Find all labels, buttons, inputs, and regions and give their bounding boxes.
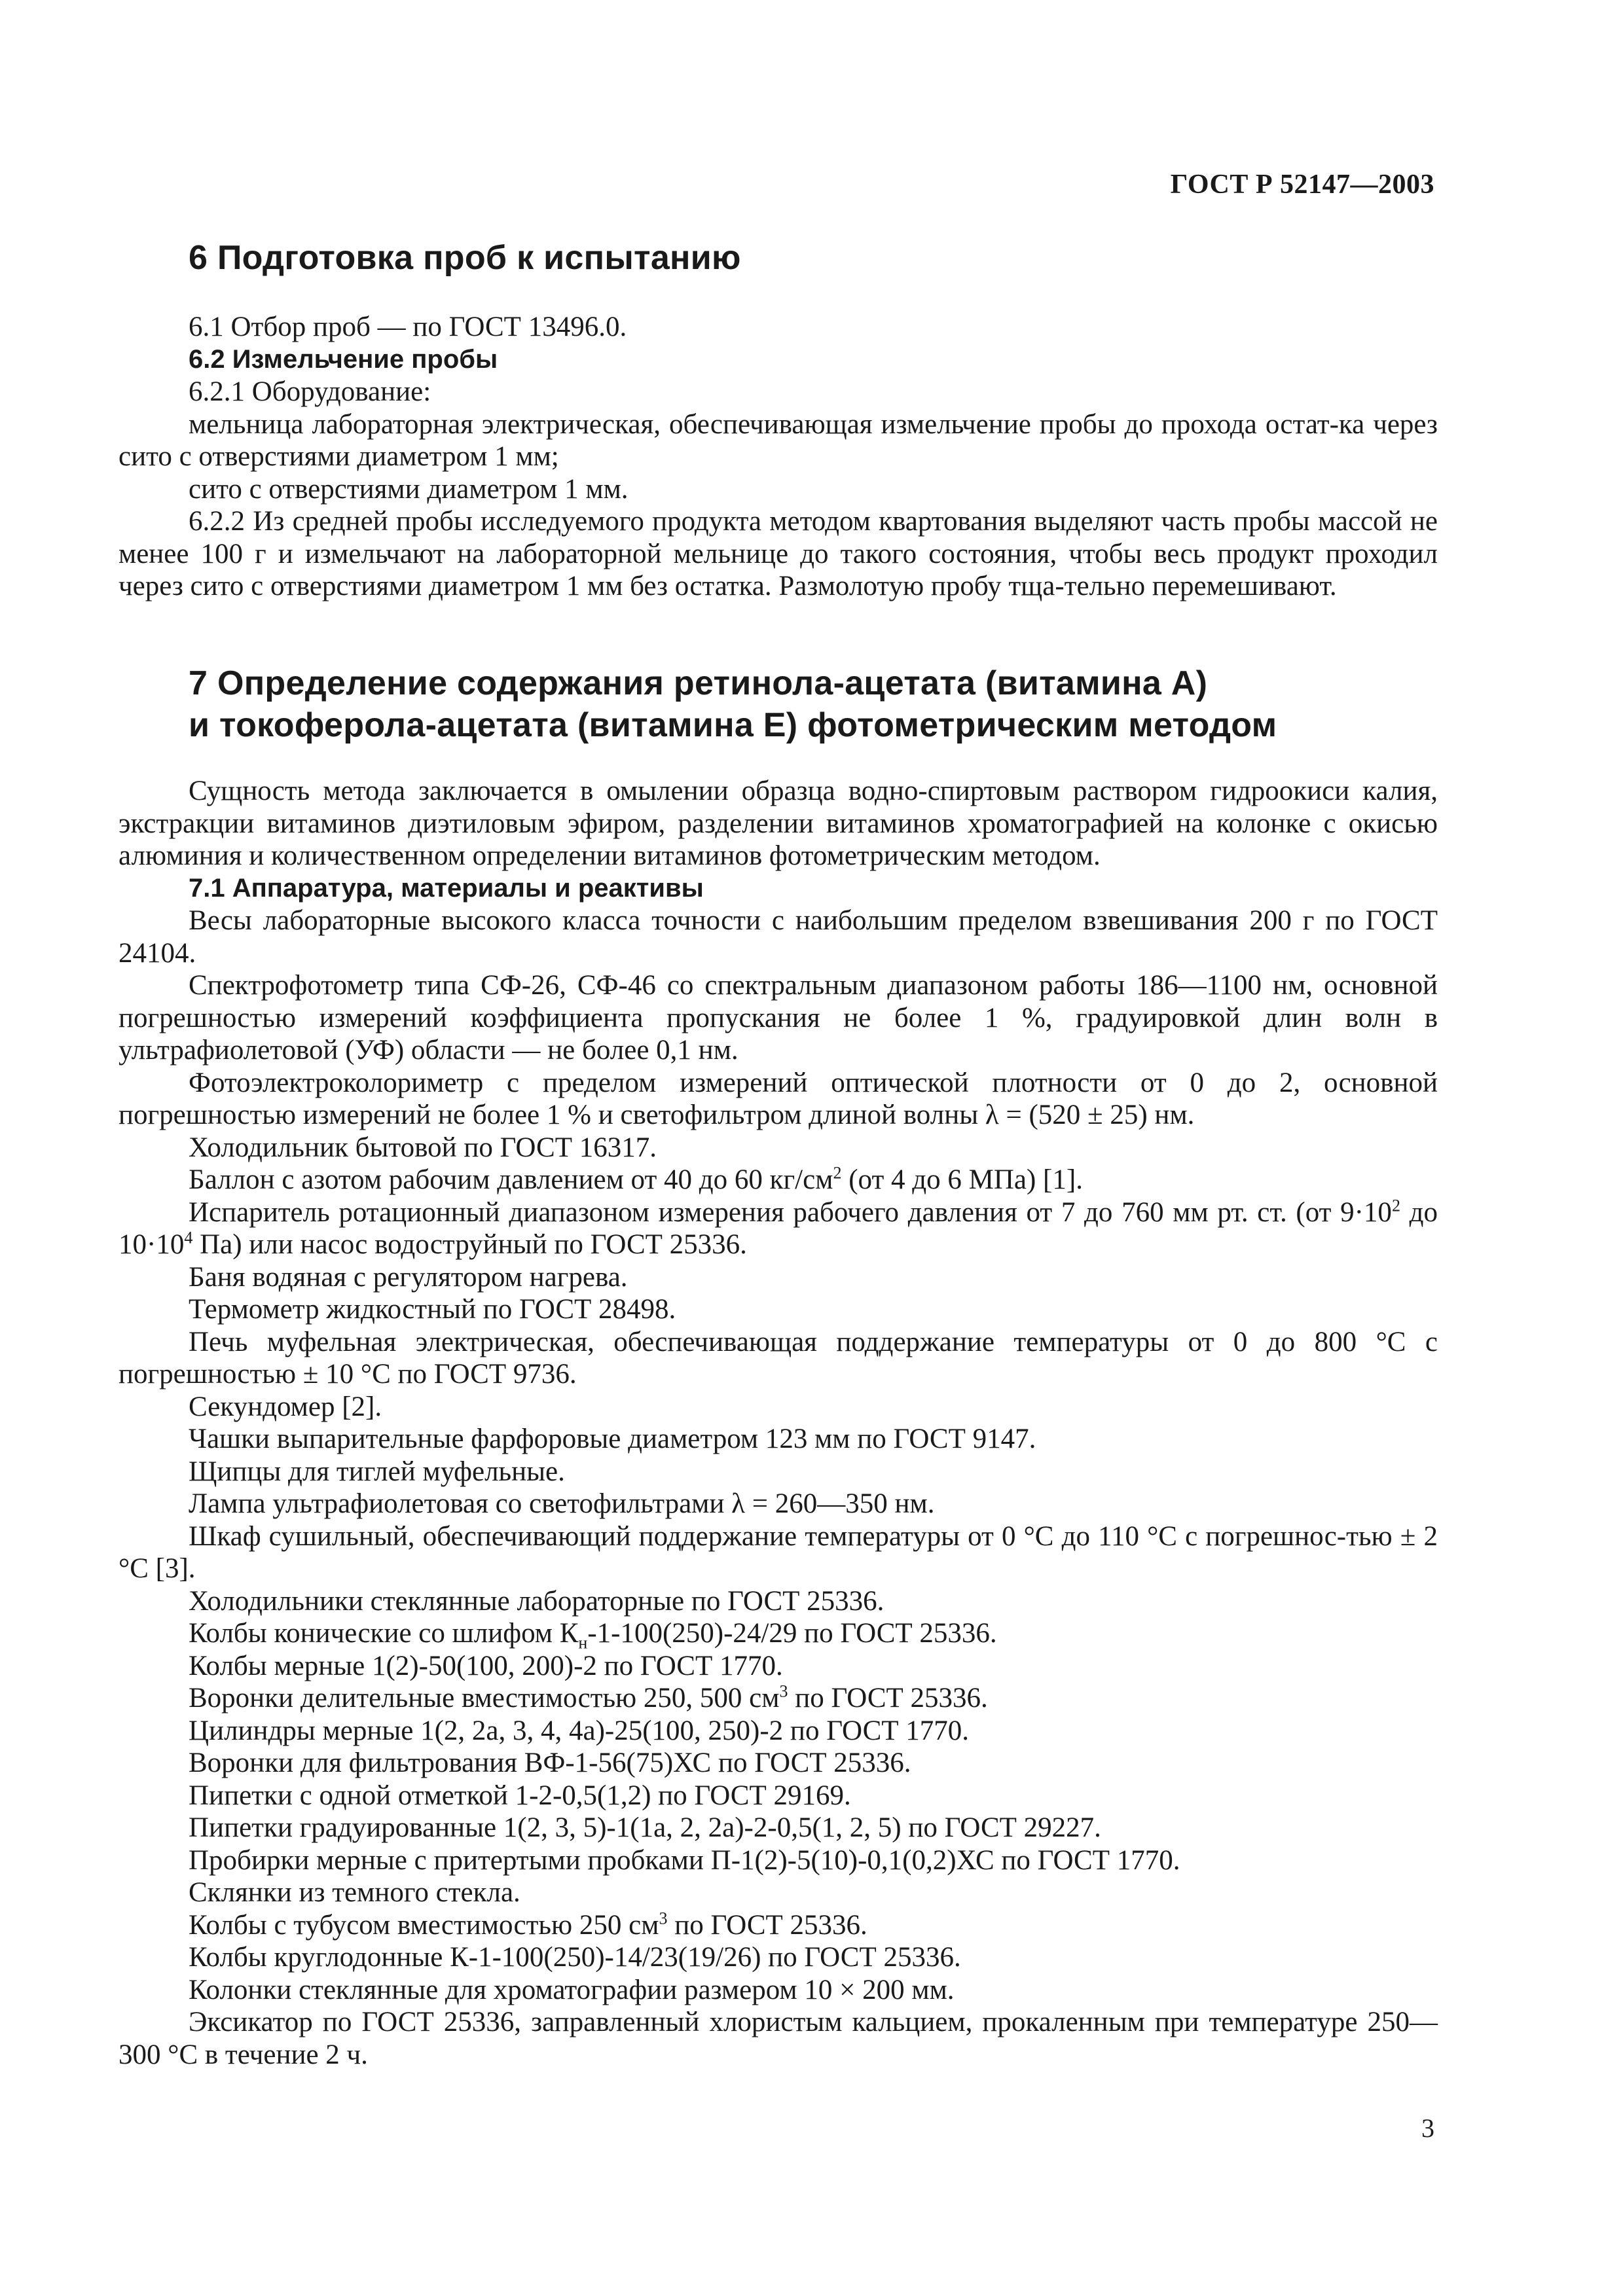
paragraph: Сущность метода заключается в омылении образца водно-спиртовым раствором гидроокиси калия, экстракции витаминов диэтиловым эфиром, разделении витаминов хроматографией на колонке с окисью алюминия и количественном определении витаминов фотометрическим методом. [119,776,1438,871]
section-6-title: 6 Подготовка проб к испытанию [189,239,741,277]
list-item: Термометр жидкостный по ГОСТ 28498. [189,1294,676,1325]
section-7-body [119,775,1438,2071]
list-item: Колбы мерные 1(2)-50(100, 200)-2 по ГОСТ 1770. [189,1650,783,1681]
paragraph: 6.1 Отбор проб — по ГОСТ 13496.0. [189,312,627,342]
standard-header: ГОСТ Р 52147—2003 [1170,170,1434,200]
list-item: Чашки выпарительные фарфоровые диаметром 123 мм по ГОСТ 9147. [189,1424,1036,1454]
subsection-title: 6.2 Измельчение пробы [189,344,498,374]
section-7-title-line-2: и токоферола-ацетата (витамина Е) фотометрическим методом [189,706,1277,744]
list-item: Холодильник бытовой по ГОСТ 16317. [189,1132,657,1163]
list-item: Колбы круглодонные К-1-100(250)-14/23(19/26) по ГОСТ 25336. [189,1942,961,1973]
list-item: Щипцы для тиглей муфельные. [189,1456,565,1487]
list-item: Колбы конические со шлифом $К_н-1-100(250)-24/29$ по ГОСТ 25336. [189,1618,997,1653]
list-item: Печь муфельная электрическая, обеспечивающая поддержание температуры от 0 до 800 °С с погрешностью ± 10 °С по ГОСТ 9736. [119,1326,1438,1390]
list-item: Пробирки мерные с притертыми пробками П-1(2)-5(10)-0,1(0,2)ХС по ГОСТ 1770. [189,1844,1180,1876]
list-item: Холодильники стеклянные лабораторные по ГОСТ 25336. [189,1585,884,1617]
list-item: Колбы с тубусом вместимостью 250 $см^3$ по ГОСТ 25336. [189,1909,867,1941]
list-item: Склянки из темного стекла. [189,1877,520,1908]
paragraph: 6.2.2 Из средней пробы исследуемого продукта методом квартования выделяют часть пробы массой не менее 100 г и измельчают на лабораторной мельнице до такого состояния, чтобы весь продукт проходил через сито с отверстиями диаметром 1 мм без остатка. Размолотую пробу тща-тельно перемешивают. [119,506,1438,601]
paragraph: сито с отверстиями диаметром 1 мм. [189,473,629,505]
list-item: Весы лабораторные высокого класса точности с наибольшим пределом взвешивания 200 г по ГОСТ 24104. [119,905,1438,969]
list-item: Цилиндры мерные 1(2, 2а, 3, 4, 4а)-25(100, 250)-2 по ГОСТ 1770. [189,1715,970,1746]
list-item: Воронки для фильтрования ВФ-1-56(75)ХС по ГОСТ 25336. [189,1748,911,1778]
paragraph: мельница лабораторная электрическая, обеспечивающая измельчение пробы до прохода остат-ка через сито с отверстиями диаметром 1 мм; [119,408,1438,472]
list-item: Пипетки с одной отметкой 1-2-0,5(1,2) по ГОСТ 29169. [189,1780,851,1811]
list-item: Пипетки градуированные 1(2, 3, 5)-1(1а, 2, 2а)-2-0,5(1, 2, 5) по ГОСТ 29227. [189,1812,1101,1843]
list-item: Спектрофотометр типа СФ-26, СФ-46 со спектральным диапазоном работы 186—1100 нм, основной погрешностью измерений коэффициента пропускания не более 1 %, градуировкой длин волн в ультрафиолетовой (УФ) области — не более 0,1 нм. [119,970,1438,1066]
paragraph: 6.2.1 Оборудование: [189,376,431,407]
list-item: Эксикатор по ГОСТ 25336, заправленный хлористым кальцием, прокаленным при температуре 250—300 °С в течение 2 ч. [119,2007,1438,2070]
section-7-title-line-1: 7 Определение содержания ретинола-ацетата (витамина А) [189,664,1208,702]
list-item: Баллон с азотом рабочим давлением от 40 до 60 $кг/см^2$ (от 4 до 6 МПа) [1]. [189,1163,1083,1195]
list-item: Воронки делительные вместимостью 250, 500 $см^3$ по ГОСТ 25336. [189,1681,988,1713]
list-item: Баня водяная с регулятором нагрева. [189,1261,628,1293]
section-6-body [119,311,1438,603]
list-item: Фотоэлектроколориметр с пределом измерений оптической плотности от 0 до 2, основной погрешностью измерений не более 1 % и светофильтром длиной волны λ = (520 ± 25) нм. [119,1067,1438,1130]
list-item: Испаритель ротационный диапазоном измерения рабочего давления от 7 до 760 мм рт. ст. (от $9\cdot 10^2$ до $10\cdot 10^4$ Па) или насос водоструйный по ГОСТ 25336. [119,1196,1438,1260]
page-number: 3 [1421,2113,1434,2143]
list-item: Колонки стеклянные для хроматографии размером 10 × 200 мм. [189,1974,955,2005]
list-item: Лампа ультрафиолетовая со светофильтрами λ = 260—350 нм. [189,1488,935,1519]
subsection-title: 7.1 Аппаратура, материалы и реактивы [189,873,704,903]
list-item: Секундомер [2]. [189,1391,382,1422]
list-item: Шкаф сушильный, обеспечивающий поддержание температуры от 0 °С до 110 °С с погрешнос-тью ± 2 °С [3]. [119,1520,1438,1584]
